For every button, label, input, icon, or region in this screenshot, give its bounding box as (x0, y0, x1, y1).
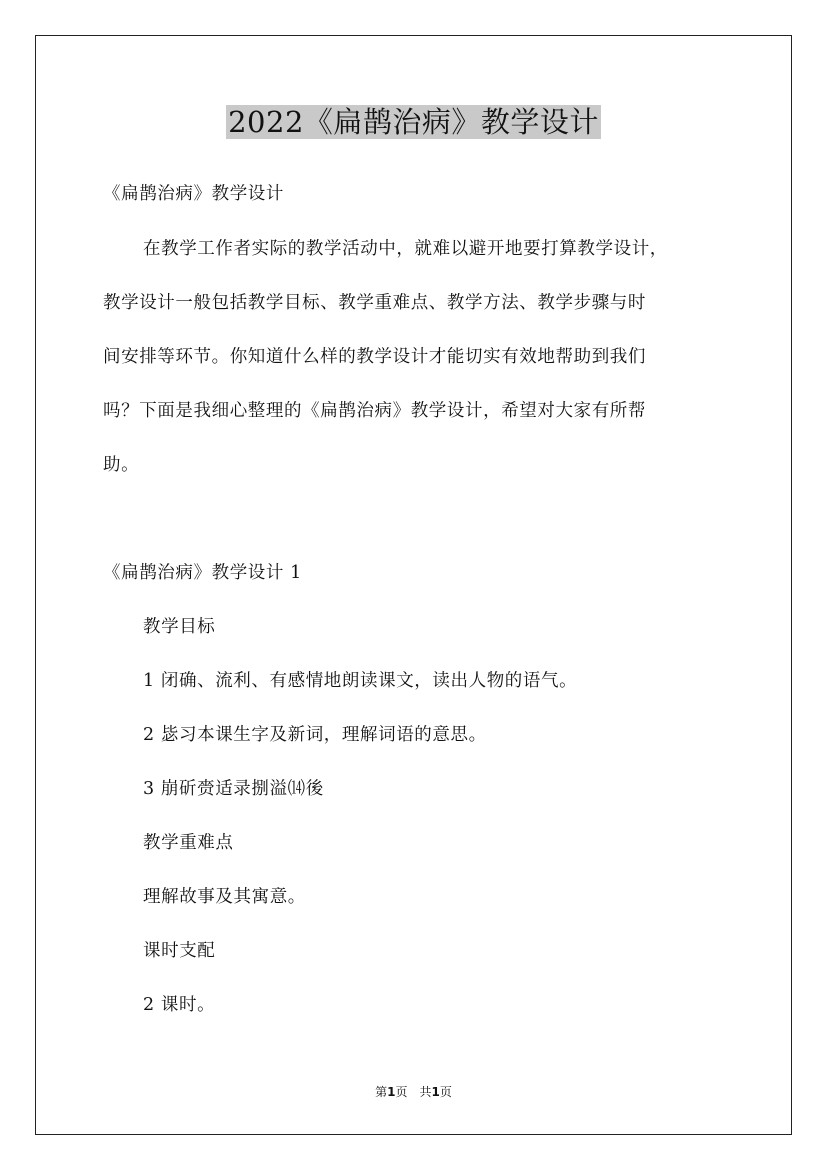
intro-line: 教学设计一般包括教学目标、教学重难点、教学方法、教学步骤与时 (103, 293, 646, 313)
section-line: 理解故事及其寓意。 (143, 887, 306, 907)
section-line: 教学重难点 (143, 833, 234, 853)
subtitle: 《扁鹊治病》教学设计 (103, 184, 284, 204)
section-line: 2 课时。 (143, 995, 216, 1015)
page-total: 1 (431, 1085, 440, 1099)
section-line: 教学目标 (143, 617, 216, 637)
intro-line: 间安排等环节。你知道什么样的教学设计才能切实有效地帮助到我们 (103, 347, 646, 367)
section-heading: 《扁鹊治病》教学设计 1 (103, 563, 302, 583)
section-line: 课时支配 (143, 941, 216, 961)
page-footer: 第1页 共1页 (375, 1085, 452, 1099)
document-title: 2022《扁鹊治病》教学设计 (228, 105, 599, 139)
section-line: 2 毖习本课生字及新词，理解词语的意思。 (143, 725, 487, 745)
section-line: 3 崩斫赍适录捌溢⒁後 (143, 779, 324, 799)
page-number: 1 (387, 1085, 396, 1099)
intro-line: 助。 (103, 455, 140, 475)
section-line: 1 闭确、流利、有感情地朗读课文，读出人物的语气。 (143, 671, 578, 691)
intro-line: 吗？下面是我细心整理的《扁鹊治病》教学设计，希望对大家有所帮 (103, 401, 646, 421)
intro-line: 在教学工作者实际的教学活动中，就难以避开地要打算教学设计， (143, 239, 668, 259)
